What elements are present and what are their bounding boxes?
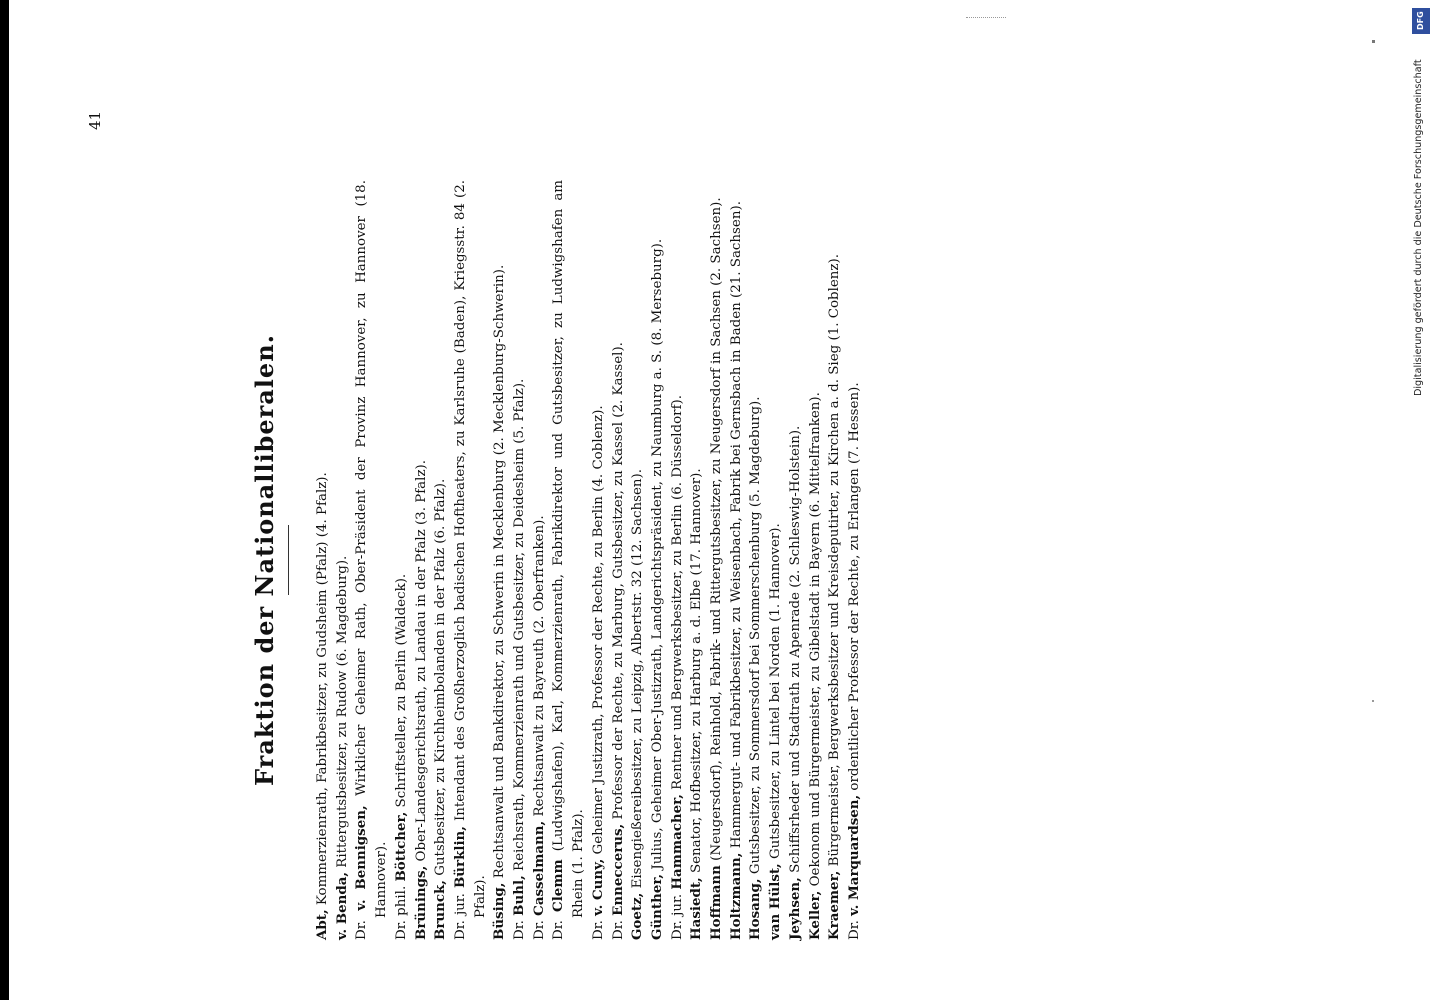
member-details: Oekonom und Bürgermeister, zu Gibelstadt in Bayern (6. Mittelfranken).: [807, 392, 823, 887]
member-name: Casselmann,: [530, 820, 547, 916]
member-details: (Neugersdorf), Reinhold, Fabrik- und Rittergutsbesitzer, zu Neugersdorf in Sachsen (2. Sachsen).: [709, 197, 725, 861]
member-details: Hammergut- und Fabrikbesitzer, zu Weisenbach, Fabrik bei Gernsbach in Baden (21. Sachsen).: [728, 201, 744, 849]
member-name: Kraemer,: [826, 870, 843, 940]
member-name: van Hülst,: [767, 863, 784, 940]
member-list: [313, 180, 865, 940]
member-name: v. Cuny,: [589, 858, 606, 916]
member-name: Goetz,: [629, 892, 646, 940]
member-title-prefix: Dr.: [590, 920, 606, 940]
member-title-prefix: Dr.: [354, 920, 370, 940]
member-entry: [451, 180, 490, 940]
member-details: Eisengießereibesitzer, zu Leipzig, Albertstr. 32 (12. Sachsen).: [630, 468, 646, 889]
member-title-prefix: Dr.: [846, 920, 862, 940]
member-entry: [845, 180, 865, 940]
scan-speck: [966, 17, 1006, 21]
member-title-prefix: Dr. phil.: [393, 885, 409, 940]
member-details: ordentlicher Professor der Rechte, zu Erlangen (7. Hessen).: [846, 382, 862, 791]
title-rule: [288, 525, 289, 595]
member-name: v. Marquardsen,: [845, 794, 862, 916]
member-details: Bürgermeister, Bergwerksbesitzer und Kreisdeputirter, zu Kirchen a. d. Sieg (1. Coblenz).: [827, 254, 843, 867]
member-name: v. Benda,: [333, 871, 350, 940]
member-name: Günther,: [648, 873, 665, 940]
member-entry: [628, 180, 648, 940]
member-details: Schiffsrheder und Stadtrath zu Apenrade (2. Schleswig-Holstein).: [787, 425, 803, 873]
dfg-logo: DFG: [1412, 8, 1430, 34]
member-entry: [392, 180, 412, 940]
member-entry: [313, 180, 333, 940]
member-details: Kommerzienrath, Fabrikbesitzer, zu Gudsheim (Pfalz) (4. Pfalz).: [315, 472, 330, 906]
member-entry: [412, 180, 432, 940]
member-details: Reichsrath, Kommerzienrath und Gutsbesitzer, zu Deidesheim (5. Pfalz).: [512, 378, 528, 871]
member-entry: [707, 180, 727, 940]
member-entry: [490, 180, 510, 940]
member-entry: [746, 180, 766, 940]
member-entry: [727, 180, 747, 940]
member-title-prefix: Dr. jur.: [452, 893, 468, 940]
member-details: Schriftsteller, zu Berlin (Waldeck).: [393, 573, 409, 808]
member-name: Abt,: [314, 909, 330, 940]
member-entry: [786, 180, 806, 940]
scan-speck: [1372, 40, 1375, 43]
member-title-prefix: Dr.: [531, 920, 547, 940]
member-entry: [589, 180, 609, 940]
member-name: Hosang,: [747, 878, 764, 940]
member-details: Rentner und Bergwerksbesitzer, zu Berlin (6. Düsseldorf).: [669, 394, 685, 790]
member-name: Hasiedt,: [688, 877, 705, 940]
member-details: Gutsbesitzer, zu Lintel bei Norden (1. Hannover).: [768, 523, 784, 860]
member-name: Hoffmann: [708, 865, 725, 940]
member-entry: [825, 180, 845, 940]
member-entry: [549, 180, 588, 940]
rotated-page-content: [250, 180, 970, 940]
member-entry: [510, 180, 530, 940]
member-name: Holtzmann,: [727, 852, 744, 940]
member-name: Brünings,: [412, 865, 429, 940]
member-details: Ober-Landesgerichtsrath, zu Landau in der Pfalz (3. Pfalz).: [413, 460, 429, 862]
member-entry: [766, 180, 786, 940]
member-name: Büsing,: [491, 882, 508, 940]
member-name: Bürklin,: [451, 826, 468, 889]
member-name: Jeyhsen,: [786, 877, 803, 940]
member-entry: [530, 180, 550, 940]
member-details: Rechtsanwalt zu Bayreuth (2. Oberfranken).: [531, 515, 547, 817]
member-name: Clemm: [550, 859, 567, 912]
member-name: Enneccerus,: [609, 823, 626, 916]
member-title-prefix: Dr.: [512, 920, 528, 940]
member-name: Buhl,: [511, 875, 528, 916]
member-details: Gutsbesitzer, zu Kirchheimbolanden in der Pfalz (6. Pfalz).: [433, 478, 449, 876]
page-title: Fraktion der Nationalliberalen.: [250, 334, 279, 786]
member-details: Professor der Rechte, zu Marburg, Gutsbesitzer, zu Kassel (2. Kassel).: [610, 342, 626, 820]
member-title-prefix: Dr.: [551, 920, 567, 940]
member-details: (Ludwigshafen), Karl, Kommerzienrath, Fabrikdirektor und Gutsbesitzer, zu Ludwigshafen am Rhein (1. Pfalz).: [551, 179, 587, 918]
member-title-prefix: Dr. jur.: [669, 893, 685, 940]
member-name: Keller,: [806, 890, 823, 940]
member-title-prefix: Dr.: [610, 920, 626, 940]
member-entry: [609, 180, 629, 940]
member-entry: [668, 180, 688, 940]
member-details: Wirklicher Geheimer Rath, Ober-Präsident der Provinz Hannover, zu Hannover (18. Hannover).: [354, 180, 390, 918]
member-details: Julius, Geheimer Ober-Justizrath, Landgerichtspräsident, zu Naumburg a. S. (8. Merseburg).: [649, 238, 665, 870]
member-name: Böttcher,: [392, 811, 409, 882]
member-details: Rechtsanwalt und Bankdirektor, zu Schwerin in Mecklenburg (2. Mecklenburg-Schwerin).: [492, 264, 508, 879]
scan-edge-bar: [0, 0, 9, 1000]
member-details: Rittergutsbesitzer, zu Rudow (6. Magdeburg).: [334, 555, 350, 868]
member-details: Senator, Hofbesitzer, zu Harburg a. d. Elbe (17. Hannover).: [689, 468, 705, 874]
member-details: Intendant des Großherzoglich badischen Hoftheaters, zu Karlsruhe (Baden), Kriegsstr. 84 (2. Pfalz).: [452, 180, 488, 918]
member-name: v. Bennigsen,: [353, 805, 370, 911]
member-entry: [687, 180, 707, 940]
digitization-credit: Digitalisierung gefördert durch die Deutsche Forschungsgemeinschaft: [1413, 59, 1424, 396]
member-entry: [806, 180, 826, 940]
page-number: 41: [86, 110, 104, 130]
member-entry: [333, 180, 353, 940]
member-name: Brunck,: [432, 880, 449, 940]
member-details: Gutsbesitzer, zu Sommersdorf bei Sommerschenburg (5. Magdeburg).: [748, 396, 764, 875]
member-entry: [352, 180, 391, 940]
member-entry: [648, 180, 668, 940]
member-details: Geheimer Justizrath, Professor der Rechte, zu Berlin (4. Coblenz).: [590, 405, 606, 855]
scan-speck: [1372, 700, 1374, 702]
member-name: Hammacher,: [668, 794, 685, 890]
member-entry: [431, 180, 451, 940]
